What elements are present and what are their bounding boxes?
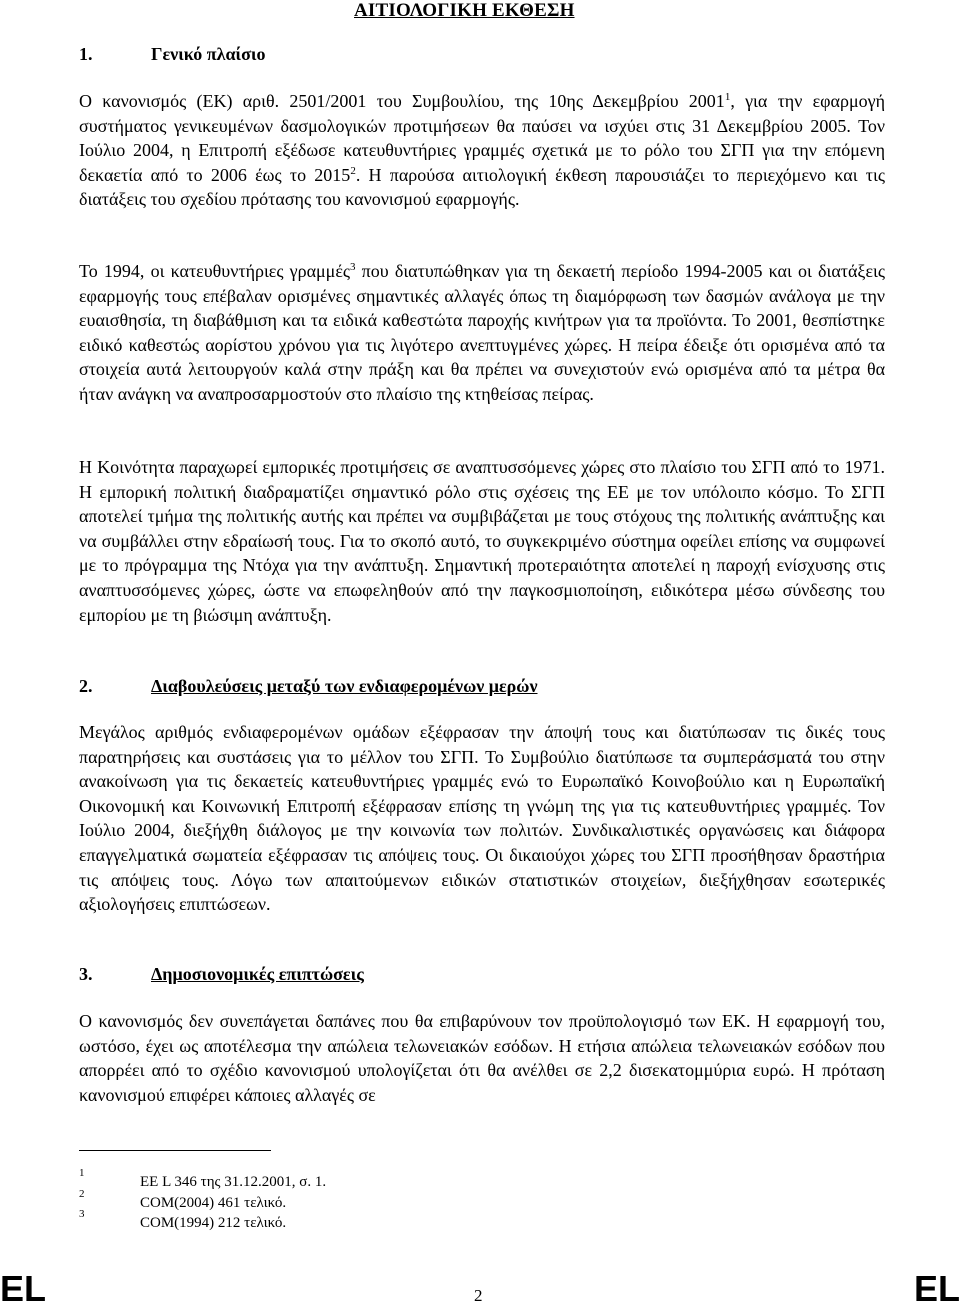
section-1-paragraph-2: Το 1994, οι κατευθυντήριες γραμμές$^3$ που διατυπώθηκαν για τη δεκαετή περίοδο 1994-2005 και οι διατάξεις εφαρμογής τους επέβαλαν ορισμένες σημαντικές αλλαγές όπως τη διαμόρφωση των δασμών ανάλογα με την ευαισθησία, τη διαβάθμιση και τα ειδικά καθεστώτα παροχής κινήτρων για τα προϊόντα. Το 2001, θεσπίστηκε ειδικό καθεστώς αορίστου χρόνου για τις λιγότερο ανεπτυγμένες χώρες. Η πείρα έδειξε ότι ορισμένα από τα στοιχεία αυτά λειτουργούν καλά στην πράξη και θα πρέπει να συνεχιστούν ενώ ορισμένα από τα μέτρα θα ήταν ανάγκη να αναπροσαρμοστούν στο πλαίσιο της κτηθείσας πείρας. bbox=[79, 261, 885, 404]
section-2-title: Διαβουλεύσεις μεταξύ των ενδιαφερομένων μερών bbox=[151, 676, 538, 696]
footnote-3-text: COM(1994) 212 τελικό. bbox=[140, 1215, 287, 1231]
footnote-1-mark: 1 bbox=[79, 1167, 85, 1179]
footnote-separator bbox=[79, 1150, 271, 1151]
section-3-heading bbox=[79, 964, 364, 985]
section-1-paragraph-3: Η Κοινότητα παραχωρεί εμπορικές προτιμήσεις σε αναπτυσσόμενες χώρες στο πλαίσιο του ΣΓΠ από το 1971. Η εμπορική πολιτική διαδραματίζει σημαντικό ρόλο στις σχέσεις της ΕΕ με τον υπόλοιπο κόσμο. Το ΣΓΠ αποτελεί τμήμα της πολιτικής αυτής και πρέπει να συμβιβάζεται με τους στόχους της πολιτικής ανάπτυξης και να συμβάλλει στην εδραίωσή τους. Για το σκοπό αυτό, το συγκεκριμένο σύστημα οφείλει επίσης να συμφωνεί με το πρόγραμμα της Ντόχα για την ανάπτυξη. Σημαντική προτεραιότητα αποτελεί η παροχή ενίσχυσης στις αναπτυσσόμενες χώρες, ώστε να επωφεληθούν από την παγκοσμιοποίηση, ειδικότερα μέσω σύνδεσης του εμπορίου με τη βιώσιμη ανάπτυξη. bbox=[79, 457, 885, 625]
section-1-title: Γενικό πλαίσιο bbox=[151, 44, 266, 64]
page-number: 2 bbox=[474, 1286, 483, 1305]
section-3-number: 3. bbox=[79, 964, 93, 984]
section-2-heading bbox=[79, 676, 538, 697]
section-3-title: Δημοσιονομικές επιπτώσεις bbox=[151, 964, 364, 984]
document-title: ΑΙΤΙΟΛΟΓΙΚΗ ΕΚΘΕΣΗ bbox=[354, 0, 575, 21]
section-3-paragraph-1: Ο κανονισμός δεν συνεπάγεται δαπάνες που θα επιβαρύνουν τον προϋπολογισμό των ΕΚ. Η εφαρμογή του, ωστόσο, έχει ως αποτέλεσμα την απώλεια τελωνειακών εσόδων. Η ετήσια απώλεια τελωνειακών εσόδων που απορρέει από το σχέδιο κανονισμού υπολογίζεται ότι θα ανέλθει σε 2,2 δισεκατομμύρια ευρώ. Η πρόταση κανονισμού επιφέρει κάποιες αλλαγές σε bbox=[79, 1011, 885, 1105]
section-1-heading bbox=[79, 44, 265, 65]
footnote-2-text: COM(2004) 461 τελικό. bbox=[140, 1195, 287, 1211]
footnote-ref-1: 1 bbox=[724, 91, 731, 103]
section-2-paragraph-1: Μεγάλος αριθμός ενδιαφερομένων ομάδων εξέφρασαν την άποψή τους και διατύπωσαν τις δικές τους παρατηρήσεις και συστάσεις για το μέλλον του ΣΓΠ. Το Συμβούλιο διατύπωσε τα συμπεράσματά του στην ανακοίνωση για τις δεκαετείς κατευθυντήριες γραμμές ενώ το Ευρωπαϊκό Κοινοβούλιο και η Ευρωπαϊκή Οικονομική και Κοινωνική Επιτροπή εξέφρασαν επίσης τη γνώμη της για τις κατευθυντήριες γραμμές. Τον Ιούλιο 2004, διεξήχθη διάλογος με την κοινωνία των πολιτών. Συνδικαλιστικές οργανώσεις και διάφορα επαγγελματικά σωματεία εξέφρασαν τις απόψεις τους. Οι δικαιούχοι χώρες του ΣΓΠ προσήθησαν δραστήρια τις απόψεις τους. Λόγω των απαιτούμενων ειδικών στατιστικών στοιχείων, διεξήχθησαν εσωτερικές αξιολογήσεις επιπτώσεων. bbox=[79, 722, 885, 915]
language-code-left: EL bbox=[0, 1268, 47, 1309]
footnote-1-text: ΕΕ L 346 της 31.12.2001, σ. 1. bbox=[140, 1174, 327, 1190]
language-code-right: EL bbox=[913, 1268, 960, 1309]
section-1-paragraph-1: Ο κανονισμός (ΕΚ) αριθ. 2501/2001 του Συμβουλίου, της 10ης Δεκεμβρίου 2001$^1$, για την εφαρμογή συστήματος γενικευμένων δασμολογικών προτιμήσεων θα παύσει να ισχύει στις 31 Δεκεμβρίου 2005. Τον Ιούλιο 2004, η Επιτροπή εξέδωσε κατευθυντήριες γραμμές σχετικά με το ρόλο του ΣΓΠ για την επόμενη δεκαετία από το 2006 έως το 2015$^2$. Η παρούσα αιτιολογική έκθεση παρουσιάζει το περιεχόμενο και τις διατάξεις του σχεδίου πρότασης του κανονισμού εφαρμογής. bbox=[79, 91, 885, 210]
footnote-3-mark: 3 bbox=[79, 1208, 85, 1220]
footnote-ref-3: 3 bbox=[350, 261, 356, 273]
section-2-number: 2. bbox=[79, 676, 93, 696]
footnote-2-mark: 2 bbox=[79, 1188, 85, 1200]
footnote-ref-2: 2 bbox=[350, 164, 356, 177]
section-1-number: 1. bbox=[79, 44, 93, 64]
